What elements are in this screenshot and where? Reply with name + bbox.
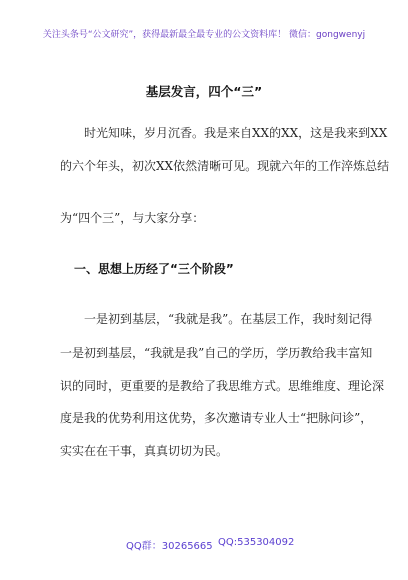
section-heading: 一、思想上历经了“三个阶段”	[74, 262, 234, 276]
document-title: 基层发言，四个“三”	[145, 84, 263, 99]
footer-qq: QQ:535304092	[218, 537, 295, 548]
section-line-3: 识的同时，更重要的是教给了我思维方式。思维维度、理论深	[60, 379, 385, 393]
intro-line-2: 的六个年头，初次XX依然清晰可见。现就六年的工作淬炼总结	[60, 159, 390, 173]
footer-qq-group: QQ群：30265665	[126, 541, 213, 552]
top-banner: 关注头条号“公文研究”，获得最新最全最专业的公文资料库！ 微信：gongwenyj	[42, 30, 366, 40]
intro-line-3: 为“四个三”，与大家分享：	[60, 211, 205, 225]
intro-line-1: 时光知味，岁月沉香。我是来自XX的XX，这是我来到XX	[84, 126, 388, 140]
section-line-1: 一是初到基层，“我就是我”。在基层工作，我时刻记得	[84, 312, 373, 326]
section-line-2: 一是初到基层，“我就是我”自己的学历，学历教给我丰富知	[60, 346, 373, 360]
section-line-4: 度是我的优势利用这优势，多次邀请专业人士“把脉问诊”，	[60, 411, 373, 425]
section-line-5: 实实在在干事，真真切切为民。	[60, 444, 229, 458]
